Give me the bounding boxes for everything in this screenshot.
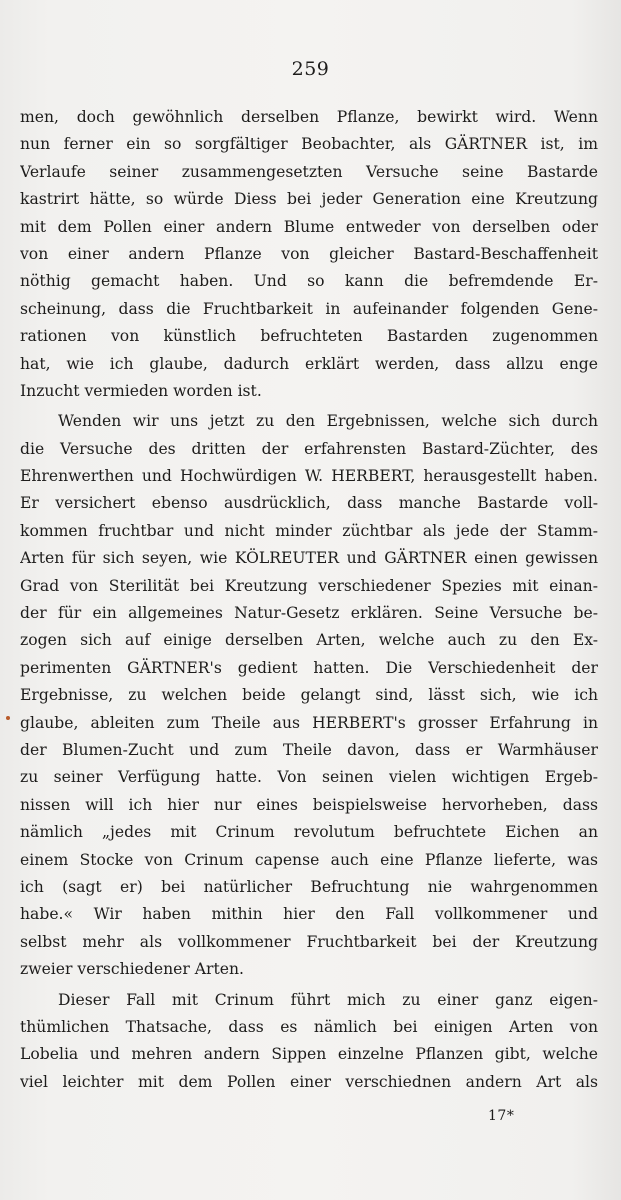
text-line: zweier verschiedener Arten. <box>20 960 245 979</box>
text-line: scheinung, dass die Fruchtbarkeit in aufeinander folgenden Gene- <box>20 299 598 318</box>
paragraph-start-line: Dieser Fall mit Crinum führt mich zu einer ganz eigen- <box>58 990 598 1009</box>
text-line: kastrirt hätte, so würde Diess bei jeder Generation eine Kreutzung <box>20 190 598 209</box>
text-line: Grad von Sterilität bei Kreutzung verschiedener Spezies mit einan- <box>20 576 598 595</box>
text-line: zogen sich auf einige derselben Arten, welche auch zu den Ex- <box>20 631 598 650</box>
text-line: Lobelia und mehren andern Sippen einzelne Pflanzen gibt, welche <box>20 1045 598 1064</box>
text-line: selbst mehr als vollkommener Fruchtbarkeit bei der Kreutzung <box>20 932 598 951</box>
text-line: einem Stocke von Crinum capense auch eine Pflanze lieferte, was <box>20 850 598 869</box>
text-line: Er versichert ebenso ausdrücklich, dass manche Bastarde voll- <box>20 494 598 513</box>
text-line: kommen fruchtbar und nicht minder züchtbar als jede der Stamm- <box>20 521 598 540</box>
page-number: 259 <box>291 58 330 80</box>
text-line: viel leichter mit dem Pollen einer verschiednen andern Art als <box>20 1072 598 1091</box>
text-line: ich (sagt er) bei natürlicher Befruchtung nie wahrgenommen <box>20 877 598 896</box>
text-line: men, doch gewöhnlich derselben Pflanze, bewirkt wird. Wenn <box>20 108 598 126</box>
text-line: die Versuche des dritten der erfahrensten Bastard-Züchter, des <box>20 439 598 458</box>
text-line: von einer andern Pflanze von gleicher Bastard-Beschaffenheit <box>20 244 598 263</box>
text-line: rationen von künstlich befruchteten Bastarden zugenommen <box>20 327 598 346</box>
text-line: zu seiner Verfügung hatte. Von seinen vielen wichtigen Ergeb- <box>20 768 598 787</box>
text-line: glaube, ableiten zum Theile aus HERBERT's grosser Erfahrung in <box>20 713 598 732</box>
text-line: nöthig gemacht haben. Und so kann die befremdende Er- <box>20 272 598 291</box>
body-text <box>20 104 598 1096</box>
text-line: habe.« Wir haben mithin hier den Fall vollkommener und <box>20 905 598 924</box>
text-line: nämlich „jedes mit Crinum revolutum befruchtete Eichen an <box>20 823 598 842</box>
text-line: Ehrenwerthen und Hochwürdigen W. HERBERT, herausgestellt haben. <box>20 467 598 486</box>
text-line: perimenten GÄRTNER's gedient hatten. Die Verschiedenheit der <box>20 658 598 677</box>
text-line: Arten für sich seyen, wie KÖLREUTER und GÄRTNER einen gewissen <box>20 549 598 568</box>
text-line: nun ferner ein so sorgfältiger Beobachter, als GÄRTNER ist, im <box>20 135 598 154</box>
paper-speck <box>6 716 10 720</box>
paragraph-start-line: Wenden wir uns jetzt zu den Ergebnissen, welche sich durch <box>58 412 598 431</box>
text-line: mit dem Pollen einer andern Blume entweder von derselben oder <box>20 217 598 236</box>
text-line: der Blumen-Zucht und zum Theile davon, dass er Warmhäuser <box>20 740 598 759</box>
text-line: der für ein allgemeines Natur-Gesetz erklären. Seine Versuche be- <box>20 604 598 623</box>
text-line: Ergebnisse, zu welchen beide gelangt sind, lässt sich, wie ich <box>20 686 598 705</box>
text-line: hat, wie ich glaube, dadurch erklärt werden, dass allzu enge <box>20 354 598 373</box>
text-line: nissen will ich hier nur eines beispielsweise hervorheben, dass <box>20 795 598 814</box>
text-line: Inzucht vermieden worden ist. <box>20 381 262 400</box>
signature-mark: 17* <box>488 1108 515 1124</box>
text-line: thümlichen Thatsache, dass es nämlich bei einigen Arten von <box>20 1017 598 1036</box>
text-line: Verlaufe seiner zusammengesetzten Versuche seine Bastarde <box>20 162 598 181</box>
